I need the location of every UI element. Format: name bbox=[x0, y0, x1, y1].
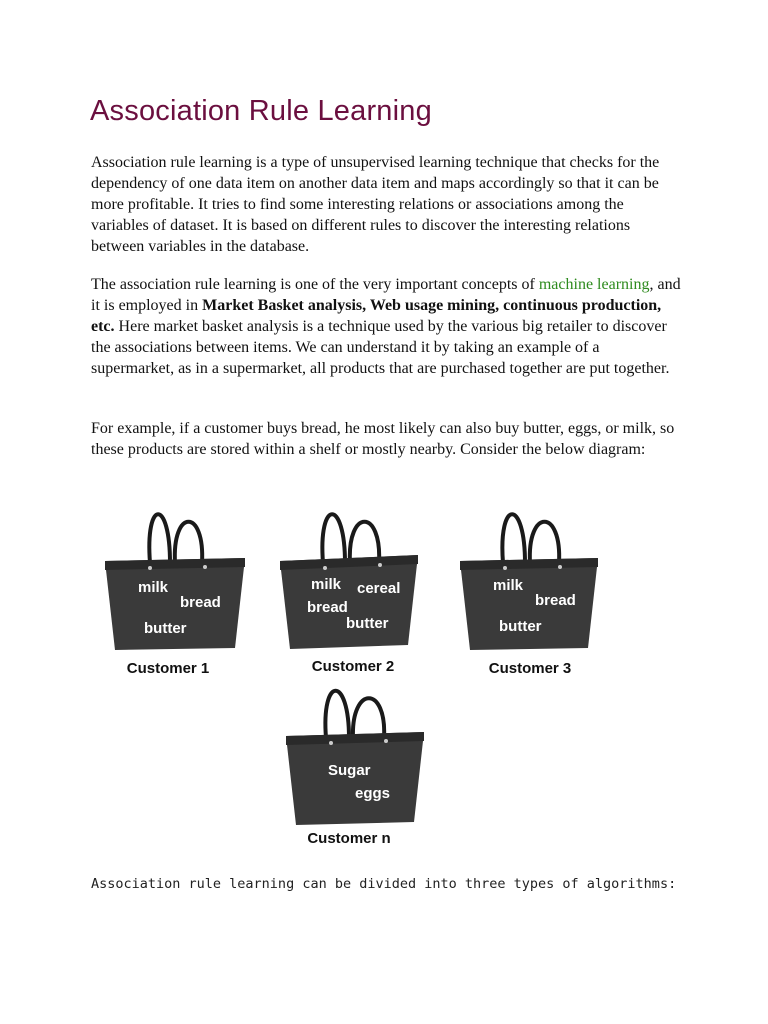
basket-customer-3 bbox=[455, 503, 605, 693]
basket-item: cereal bbox=[357, 580, 401, 597]
basket-item: butter bbox=[144, 620, 187, 637]
basket-customer-n bbox=[281, 680, 431, 870]
concept-paragraph bbox=[91, 274, 681, 379]
customer-label: Customer n bbox=[307, 830, 391, 847]
basket-item: bread bbox=[180, 594, 221, 611]
basket-item: butter bbox=[499, 618, 542, 635]
basket-item: bread bbox=[307, 599, 348, 616]
basket-icon bbox=[281, 680, 431, 830]
customer-label: Customer 1 bbox=[126, 660, 210, 677]
basket-customer-1 bbox=[100, 503, 250, 693]
page-title: Association Rule Learning bbox=[90, 95, 432, 127]
basket-item: milk bbox=[138, 579, 169, 596]
customer-label: Customer 2 bbox=[311, 658, 395, 675]
machine-learning-link[interactable]: machine learning bbox=[538, 276, 650, 293]
customer-label: Customer 3 bbox=[488, 660, 572, 677]
intro-paragraph: Association rule learning is a type of unsupervised learning technique that checks for the dependency of one data item on another data item and maps accordingly so that it can be more profitable. It tries to find some interesting relations or associations among the variables of dataset. It is based on different rules to discover the interesting relations between variables in the database. bbox=[91, 154, 660, 255]
basket-customer-2 bbox=[275, 503, 425, 693]
basket-item: milk bbox=[493, 577, 524, 594]
basket-item: eggs bbox=[355, 785, 391, 802]
example-paragraph: For example, if a customer buys bread, he most likely can also buy butter, eggs, or milk, so these products are stored within a shelf or mostly nearby. Consider the below diagram: bbox=[91, 420, 675, 458]
concept-text-3: Here market basket analysis is a technique used by the various big retailer to discover the associations between items. We can understand it by taking an example of a supermarket, as in a supermarket, all products that are purchased together are put together. bbox=[91, 318, 670, 377]
concept-text-1: The association rule learning is one of the very important concepts of bbox=[91, 276, 539, 293]
basket-item: bread bbox=[535, 592, 576, 609]
closing-sentence: Association rule learning can be divided into three types of algorithms: bbox=[91, 876, 677, 892]
basket-item: butter bbox=[346, 615, 389, 632]
basket-item: Sugar bbox=[328, 762, 371, 779]
concept-text-2: , and it is employed in bbox=[91, 276, 681, 314]
basket-item: milk bbox=[311, 576, 342, 593]
applications-bold: Market Basket analysis, Web usage mining, continuous production, etc. bbox=[91, 297, 662, 335]
